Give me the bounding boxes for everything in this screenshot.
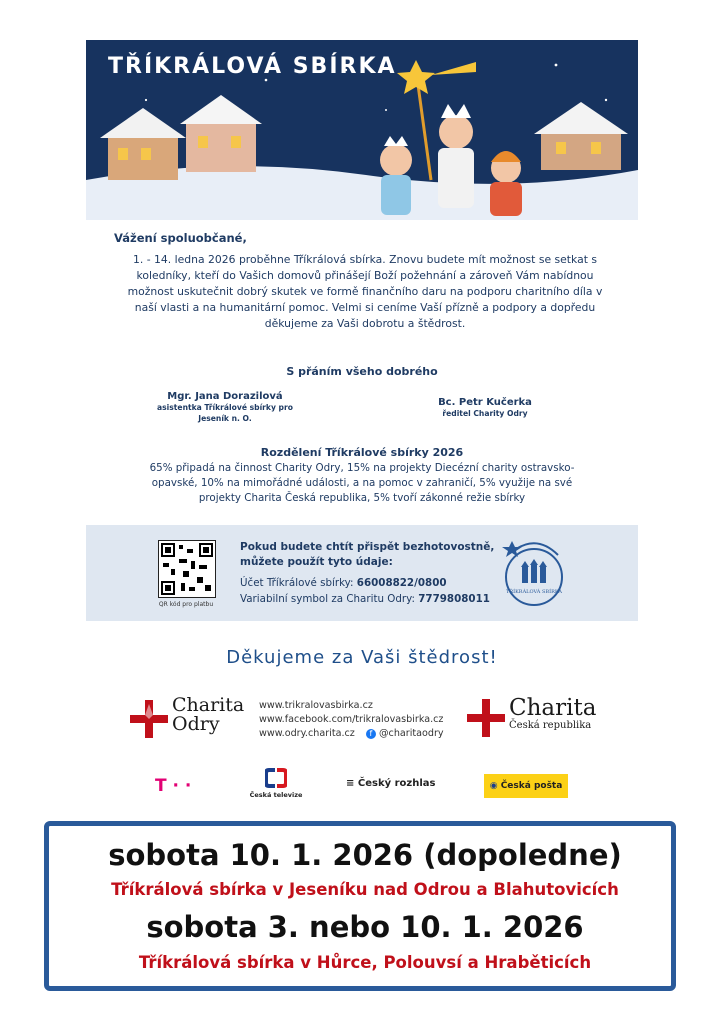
event-place-2: Tříkrálová sbírka v Hůrce, Polouvsí a Hraběticích [138,953,592,972]
charita-odry-line1: Charita [172,694,245,716]
charita-cross-icon [467,699,505,737]
rozhlas-icon: ≡ [346,778,358,789]
charita-cr-line1: Charita [509,695,597,721]
event-date-1: sobota 10. 1. 2026 (dopoledne) [108,838,622,872]
signature-name: Bc. Petr Kučerka [438,397,532,408]
cesky-rozhlas-logo [346,778,435,789]
link-row [259,727,444,741]
links-block [259,699,444,741]
link-charita[interactable]: www.odry.charita.cz [259,728,355,739]
sponsors-row [150,768,590,804]
ct-label: Česká televize [249,791,303,799]
link-fb-handle[interactable]: @charitaodry [378,728,444,739]
account-label: Účet Tříkrálové sbírky: [240,577,354,589]
signature-name: Mgr. Jana Dorazilová [167,391,283,402]
account-line [240,575,490,591]
trikralova-sbirka-logo [498,537,570,609]
signature-role: asistentka Tříkrálové sbírky pro Jeseník n. O. [157,403,293,423]
header-banner [86,40,638,220]
signature-dorazilova [150,391,300,424]
vs-line [240,591,490,607]
event-date-2: sobota 3. nebo 10. 1. 2026 [146,910,584,944]
payment-details [240,575,490,607]
event-place-1: Tříkrálová sbírka v Jeseníku nad Odrou a Blahutovicích [111,880,619,899]
account-value: 66008822/0800 [356,577,447,589]
signature-kucerka [420,397,550,419]
regards: S přáním všeho dobrého [286,365,438,378]
qr-code[interactable] [158,540,216,598]
banner-title: TŘÍKRÁLOVÁ SBÍRKA [108,54,397,79]
letter-body: 1. - 14. ledna 2026 proběhne Tříkrálová sbírka. Znovu budete mít možnost se setkat s koledníky, kteří do Vašich domovů přinášejí Boží požehnání a zároveň Vám nabídnou možnost uskutečnit dobrý skutek ve formě finančního daru na podporu charitního díla v naší vlasti a na humanitární pomoc. Velmi si ceníme Vaší přízně a podpory a dopředu děkujeme za Vaši dobrotu a štědrost. [127,253,603,330]
ct-icon [265,768,287,788]
payment-title-line1: Pokud budete chtít přispět bezhotovostně, [240,541,495,553]
charita-odry-line2: Odry [172,713,220,735]
ceska-posta-logo [484,774,568,798]
link-web[interactable]: www.trikralovasbirka.cz [259,700,373,711]
qr-pattern [159,541,215,597]
link-facebook[interactable]: www.facebook.com/trikralovasbirka.cz [259,714,444,725]
posthorn-icon: ◉ [489,781,501,791]
payment-title-line2: můžete použít tyto údaje: [240,556,393,568]
events-box [44,821,676,991]
charita-cr-line2: Česká republika [509,720,592,731]
charita-cross-icon [130,700,168,738]
signature-role: ředitel Charity Odry [442,409,528,418]
facebook-icon: f [366,729,376,739]
vs-value: 7779808011 [418,593,490,605]
vs-label: Variabilní symbol za Charitu Odry: [240,593,415,605]
logo-text: TŘÍKRÁLOVÁ SBÍRKA [506,589,562,595]
qr-label: QR kód pro platbu [158,601,214,608]
ct-logo [246,768,306,799]
distribution-title: Rozdělení Tříkrálové sbírky 2026 [260,446,464,459]
payment-title [240,540,494,570]
distribution-text: 65% připadá na činnost Charity Odry, 15% na projekty Diecézní charity ostravsko-opavské, 10% na mimořádné události, a na pomoc v zahraničí, 5% využije na své projekty Charita Česká republika, 5% tvoří zákonné režie sbírky [149,462,575,504]
rozhlas-label: Český rozhlas [357,778,436,789]
posta-label: Česká pošta [500,781,563,791]
thanks-heading: Děkujeme za Vaši štědrost! [226,647,498,668]
greeting: Vážení spoluobčané, [114,231,247,245]
t-mobile-logo: T · · [155,776,192,796]
